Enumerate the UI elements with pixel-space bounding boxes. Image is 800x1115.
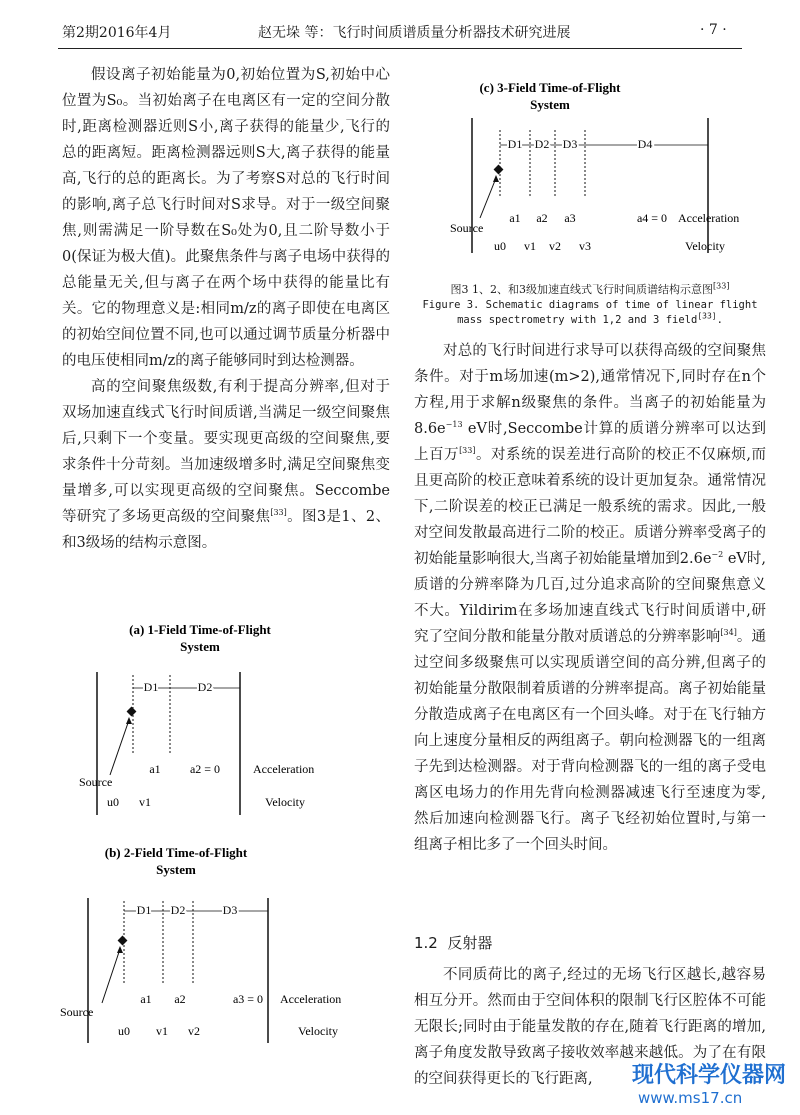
velocity-title: Velocity	[298, 1024, 338, 1038]
arrow-head	[117, 946, 123, 953]
watermark-title: 现代科学仪器网	[631, 1063, 786, 1088]
accel-label: a3	[564, 211, 576, 225]
figure-3c	[440, 78, 770, 272]
velocity-label: u0	[107, 795, 119, 809]
velocity-label: u0	[118, 1024, 130, 1038]
ion-marker	[127, 707, 137, 717]
paragraph: 不同质荷比的离子,经过的无场飞行区越长,越容易相互分开。然而由于空间体积的限制飞行区腔体不可能无限长;同时由于能量发散的存在,随着飞行距离的增加,离子角度发散导致离子接收效率越来越低。为了在有限的空间获得更长的飞行距离,	[414, 967, 766, 1087]
velocity-label: v3	[579, 239, 591, 253]
accel-label: a2 = 0	[189, 762, 221, 776]
d1-label: D1	[143, 680, 159, 694]
velocity-label: v1	[156, 1024, 168, 1038]
accel-label: a2	[174, 992, 186, 1006]
paragraph: 假设离子初始能量为0,初始位置为S,初始中心位置为S₀。当初始离子在电离区有一定的空间分散时,距离检测器近则S小,离子获得的能量少,飞行的总的距离短。距离检测器远则S大,离子获得的能量高,飞行的总的距离长。为了考察S对总的飞行时间的影响,离子总飞行时间对S求导。对于一级空间聚焦,则需满足一阶导数在S₀处为0,且二阶导数小于0(保证为极大值)。此聚焦条件与离子电场中获得的总能量无关,但与离子在两个场中获得的能量比有关。它的物理意义是:相同m/z的离子即使在电离区的初始空间位置不同,也可以通过调节质量分析器中的电压使相同m/z的离子能够同时到达检测器。	[62, 67, 390, 369]
velocity-label: v2	[549, 239, 561, 253]
watermark	[632, 1058, 786, 1107]
accel-label: a1	[509, 211, 521, 225]
caption-text: 图3 1、2、和3级加速直线式飞行时间质谱结构示意图	[450, 283, 714, 296]
watermark-url: www.ms17.cn	[637, 1089, 743, 1107]
velocity-label: v1	[524, 239, 536, 253]
citation: [33]	[697, 311, 717, 321]
velocity-label: u0	[494, 239, 506, 253]
citation: [34]	[720, 628, 737, 638]
text: 高的空间聚焦级数,有利于提高分辨率,但对于双场加速直线式飞行时间质谱,当满足一级空间聚焦后,只剩下一个变量。要实现更高级的空间聚焦,要求条件十分苛刻。当加速级增多时,满足空间聚焦变量增多,可以实现更高级的空间聚焦。Seccombe 等研究了多场更高级的空间聚焦	[62, 379, 390, 525]
acceleration-label: Acceleration	[280, 992, 342, 1006]
source-pointer	[480, 178, 496, 218]
acceleration-label: Acceleration	[678, 211, 740, 225]
figure-title: (a) 1-Field Time-of-Flight	[129, 622, 271, 637]
figure-title: System	[156, 862, 196, 877]
header-rule	[58, 48, 742, 49]
velocity-title: Velocity	[685, 239, 725, 253]
d3-label: D3	[562, 137, 578, 151]
source-pointer	[102, 949, 120, 1003]
text: 。图3是1、2、和3级场的结构示意图。	[62, 509, 390, 551]
figure-caption-en: Figure 3. Schematic diagrams of time of linear flight mass spectrometry with 1,2 and 3 field[33].	[422, 299, 758, 326]
d1-label: D1	[136, 903, 152, 917]
accel-label: a4 = 0	[636, 211, 668, 225]
text: 。对系统的误差进行高阶的校正不仅麻烦,而且更高阶的校正意味着系统的设计更加复杂。通常情况下,二阶误差的校正已满足一般系统的需求。因此,一般对空间发散最高进行二阶的校正。质谱分辨率受离子的初始能量影响很大,当离子初始能量增加到2.6e	[414, 447, 766, 567]
accel-label: a1	[149, 762, 161, 776]
citation: [33]	[459, 446, 476, 456]
d4-label: D4	[637, 137, 653, 151]
accel-label: a2	[536, 211, 548, 225]
caption-text: Figure 3. Schematic diagrams of time of linear flight mass spectrometry with 1,2 and 3 field	[422, 299, 758, 326]
acceleration-label: Acceleration	[253, 762, 315, 776]
ion-marker	[494, 165, 504, 175]
source-label: Source	[60, 1005, 94, 1019]
right-column	[414, 338, 766, 858]
d2-label: D2	[197, 680, 213, 694]
source-label: Source	[79, 775, 113, 789]
velocity-label: v2	[188, 1024, 200, 1038]
velocity-title: Velocity	[265, 795, 305, 809]
section-number: 1.2	[414, 934, 438, 952]
d2-label: D2	[170, 903, 186, 917]
ion-marker	[118, 936, 128, 946]
d1-label: D1	[507, 137, 523, 151]
text: eV时,质谱的分辨率降为几百,过分追求高阶的空间聚焦意义不大。Yildirim在多场加速直线式飞行时间质谱中,研究了空间分散和能量分散对质谱总的分辨率影响	[414, 551, 766, 645]
figure-title: System	[180, 639, 220, 654]
page-number: · 7 ·	[700, 22, 727, 38]
source-pointer	[110, 720, 129, 775]
velocity-label: v1	[139, 795, 151, 809]
text: eV时,Seccombe计算的质谱分辨率可以达到上百万	[414, 421, 766, 463]
exponent: −13	[445, 420, 463, 430]
accel-label: a3 = 0	[232, 992, 264, 1006]
running-title: 赵无垛 等：飞行时间质谱质量分析器技术研究进展	[258, 25, 571, 41]
arrow-head	[126, 717, 132, 724]
citation: [33]	[270, 508, 287, 518]
citation: [33]	[713, 281, 730, 291]
exponent: −2	[711, 550, 724, 560]
section-heading	[414, 932, 492, 953]
left-column	[62, 62, 390, 556]
paragraph	[414, 338, 766, 858]
arrow-head	[493, 175, 499, 182]
figure-3a	[75, 620, 385, 829]
journal-issue: 第2期2016年4月	[62, 25, 172, 41]
accel-label: a1	[140, 992, 152, 1006]
section-title: 反射器	[447, 934, 493, 952]
text: 。通过空间多级聚焦可以实现质谱空间的高分辨,但离子的初始能量分散限制着质谱的分辨率提高。离子初始能量分散造成离子在电离区有一个回头峰。对于在飞行轴方向上速度分量相反的两组离子。朝向检测器飞的一组离子先到达检测器。对于背向检测器飞的一组的离子受电离区电场力的作用先背向检测器减速飞行至速度为零,然后加速向检测器飞行。离子飞经初始位置时,与第一组离子相比多了一个回头时间。	[414, 629, 767, 853]
source-label: Source	[450, 221, 484, 235]
figure-title: (c) 3-Field Time-of-Flight	[479, 80, 621, 95]
figure-title: (b) 2-Field Time-of-Flight	[104, 845, 248, 860]
d3-label: D3	[222, 903, 238, 917]
paragraph	[62, 374, 390, 556]
text: 对总的飞行时间进行求导可以获得高级的空间聚焦条件。对于m场加速(m>2),通常情况下,同时存在n个方程,用于求解n级聚焦的条件。当离子的初始能量为8.6e	[414, 343, 766, 437]
figure-caption-cn	[414, 282, 766, 297]
figure-3b	[58, 843, 383, 1055]
figure-title: System	[530, 97, 570, 112]
d2-label: D2	[534, 137, 550, 151]
